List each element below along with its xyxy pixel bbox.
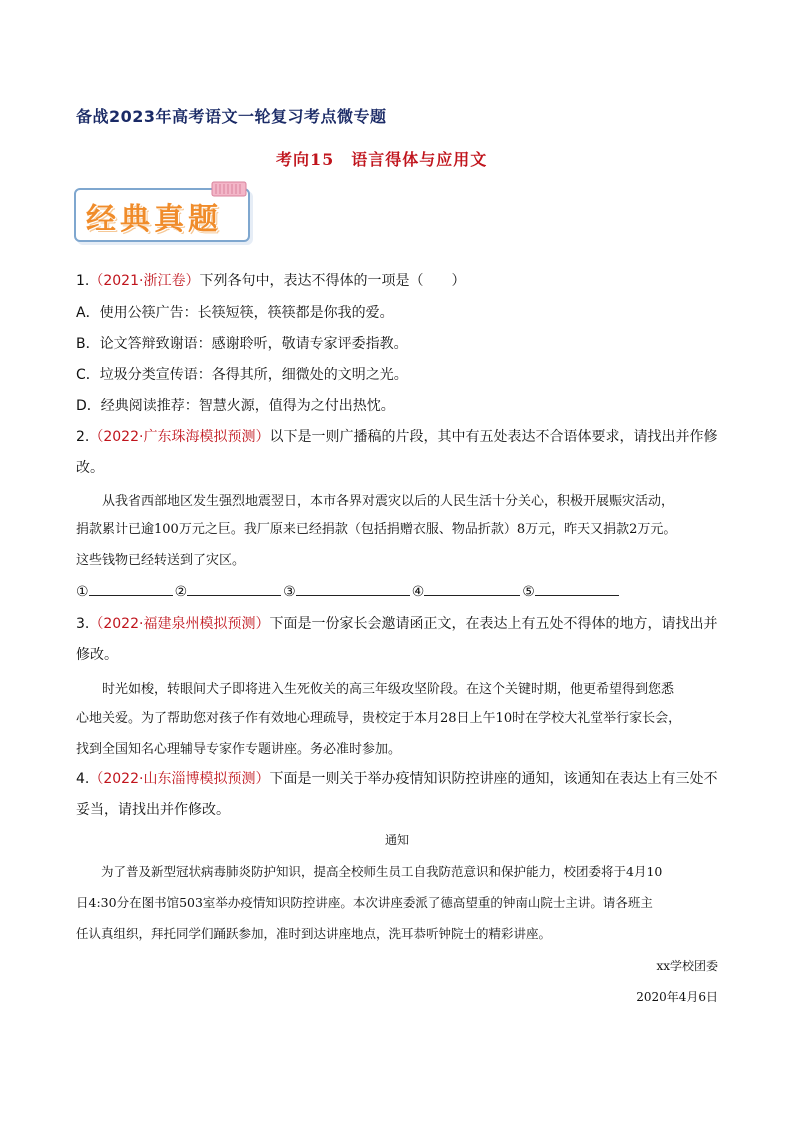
question-source: （2022·福建泉州模拟预测） xyxy=(89,616,270,632)
option-a: A．使用公筷广告：长筷短筷，筷筷都是你我的爱。 xyxy=(76,305,394,321)
blank-label: ② xyxy=(174,584,188,600)
blank-label: ④ xyxy=(411,584,425,600)
question-text: 以下是一则广播稿的片段，其中有五处表达不合语体要求，请找出并作修 xyxy=(269,429,718,445)
option-d: D．经典阅读推荐：智慧火源，值得为之付出热忱。 xyxy=(76,398,395,414)
answer-blanks xyxy=(76,581,621,600)
notice-signature: xx学校团委 xyxy=(656,959,718,973)
passage-line: 为了普及新型冠状病毒肺炎防护知识，提高全校师生员工自我防范意识和保护能力，校团委将于4月10 xyxy=(76,864,663,879)
answer-blank[interactable] xyxy=(424,581,520,596)
passage-line: 这些钱物已经转送到了灾区。 xyxy=(76,553,246,568)
answer-blank[interactable] xyxy=(89,581,173,596)
question-4-stem-cont: 妥当，请找出并作修改。 xyxy=(76,802,230,818)
question-number: 2. xyxy=(76,429,90,445)
question-2-stem-cont: 改。 xyxy=(76,460,104,476)
answer-blank[interactable] xyxy=(535,581,619,596)
passage-line: 心地关爱。为了帮助您对孩子作有效地心理疏导，贵校定于本月28日上午10时在学校大礼堂举行家长会， xyxy=(76,711,682,726)
option-b: B．论文答辩致谢语：感谢聆听，敬请专家评委指教。 xyxy=(76,336,408,352)
notice-title: 通知 xyxy=(384,833,409,847)
blank-label: ⑤ xyxy=(522,584,535,600)
question-3-stem xyxy=(76,613,717,633)
passage-line: 捐款累计已逾100万元之巨。我厂原来已经捐款（包括捐赠衣服、物品折款）8万元，昨天又捐款2万元。 xyxy=(76,522,677,537)
section-banner xyxy=(68,182,254,240)
question-4-stem xyxy=(76,768,717,788)
question-source: （2021·浙江卷） xyxy=(89,273,200,289)
banner-label: 经典真题 xyxy=(86,202,222,237)
passage-line: 找到全国知名心理辅导专家作专题讲座。务必准时参加。 xyxy=(76,742,402,757)
passage-line: 从我省西部地区发生强烈地震翌日，本市各界对震灾以后的人民生活十分关心，积极开展赈灾活动， xyxy=(76,494,675,509)
question-text: 下面是一则关于举办疫情知识防控讲座的通知，该通知在表达上有三处不 xyxy=(269,771,718,787)
blank-label: ① xyxy=(76,584,89,600)
passage-line: 时光如梭，转眼间犬子即将进入生死攸关的高三年级攻坚阶段。在这个关键时期，他更希望得到您悉 xyxy=(76,682,675,697)
question-text: 下列各句中，表达不得体的一项是（ ） xyxy=(199,273,466,289)
question-2-stem xyxy=(76,426,717,446)
passage-line: 任认真组织，拜托同学们踊跃参加，准时到达讲座地点，洗耳恭听钟院士的精彩讲座。 xyxy=(76,926,552,941)
option-c: C．垃圾分类宣传语：各得其所，细微处的文明之光。 xyxy=(76,367,408,383)
answer-blank[interactable] xyxy=(187,581,281,596)
blank-label: ③ xyxy=(283,584,296,600)
topic-title: 考向15 语言得体与应用文 xyxy=(276,150,488,169)
passage-line: 日4:30分在图书馆503室举办疫情知识防控讲座。本次讲座委派了德高望重的钟南山院士主讲。请各班主 xyxy=(76,895,653,910)
answer-blank[interactable] xyxy=(296,581,410,596)
question-1-stem xyxy=(76,270,465,290)
question-source: （2022·山东淄博模拟预测） xyxy=(89,771,270,787)
question-text: 下面是一份家长会邀请函正文，在表达上有五处不得体的地方，请找出并 xyxy=(269,616,718,632)
question-number: 3. xyxy=(76,616,90,632)
notice-date: 2020年4月6日 xyxy=(636,990,718,1004)
question-3-stem-cont: 修改。 xyxy=(76,647,118,663)
question-number: 4. xyxy=(76,771,90,787)
question-source: （2022·广东珠海模拟预测） xyxy=(89,429,270,445)
series-title: 备战2023年高考语文一轮复习考点微专题 xyxy=(76,107,387,126)
question-number: 1. xyxy=(76,273,90,289)
